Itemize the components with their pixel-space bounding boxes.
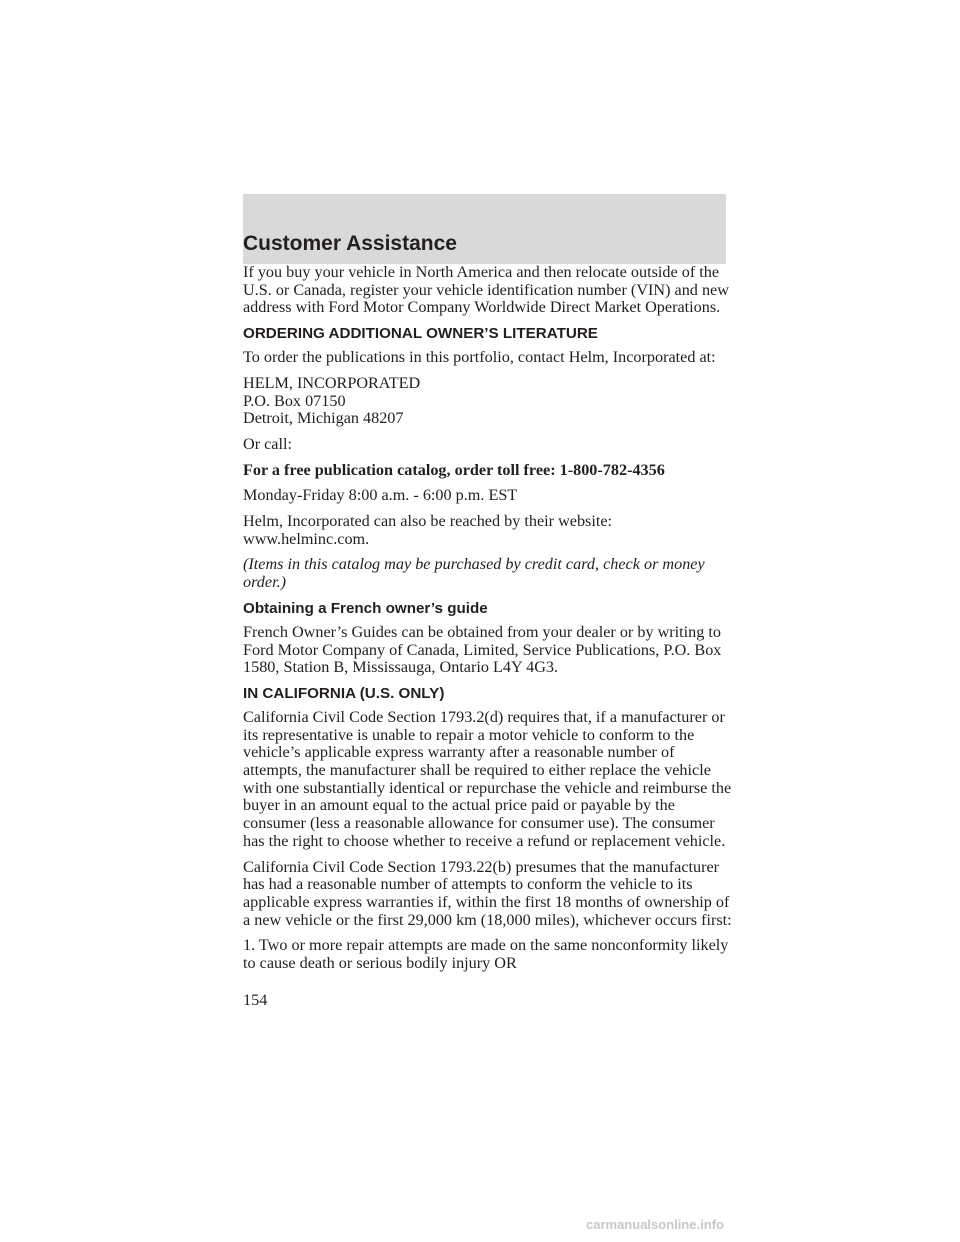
intro-paragraph: If you buy your vehicle in North America and then relocate outside of the U.S. or Canada, register your vehicle identification number (VIN) and new address with Ford Motor Company Worldwide Direct Market Operations.	[243, 263, 729, 317]
california-list-item-1: 1. Two or more repair attempts are made on the same nonconformity likely to cause death or serious bodily injury OR	[243, 936, 729, 973]
french-guide-heading: Obtaining a French owner’s guide	[243, 599, 488, 617]
website-block	[243, 513, 733, 548]
watermark-text: carmanualsonline.info	[586, 1217, 724, 1232]
page-number: 154	[243, 991, 268, 1009]
payment-note: (Items in this catalog may be purchased by credit card, check or money order.)	[243, 555, 705, 592]
toll-free-number: For a free publication catalog, order toll free: 1-800-782-4356	[243, 460, 665, 479]
california-heading: IN CALIFORNIA (U.S. ONLY)	[243, 684, 445, 702]
page-content	[243, 264, 733, 973]
business-hours: Monday-Friday 8:00 a.m. - 6:00 p.m. EST	[243, 486, 518, 505]
address-line-2: P.O. Box 07150	[243, 391, 346, 410]
section-title: Customer Assistance	[243, 232, 457, 255]
address-block	[243, 375, 733, 428]
ordering-contact-text: To order the publications in this portfolio, contact Helm, Incorporated at:	[243, 348, 716, 367]
website-intro: Helm, Incorporated can also be reached by their website:	[243, 512, 613, 531]
ordering-heading: ORDERING ADDITIONAL OWNER’S LITERATURE	[243, 325, 598, 343]
california-paragraph-1: California Civil Code Section 1793.2(d) requires that, if a manufacturer or its representative is unable to repair a motor vehicle to conform to the vehicle’s applicable express warranty after a reasonable number of attempts, the manufacturer shall be required to either replace the vehicle with one substantially identical or repurchase the vehicle and reimburse the buyer in an amount equal to the actual price paid or payable by the consumer (less a reasonable allowance for consumer use). The consumer has the right to choose whether to receive a refund or replacement vehicle.	[243, 707, 732, 850]
address-line-1: HELM, INCORPORATED	[243, 373, 421, 392]
french-guide-text: French Owner’s Guides can be obtained from your dealer or by writing to Ford Motor Company of Canada, Limited, Service Publications, P.O. Box 1580, Station B, Mississauga, Ontario L4Y 4G3.	[243, 622, 722, 677]
website-url: www.helminc.com.	[243, 529, 370, 548]
or-call-text: Or call:	[243, 434, 292, 453]
address-line-3: Detroit, Michigan 48207	[243, 409, 404, 428]
california-paragraph-2: California Civil Code Section 1793.22(b) presumes that the manufacturer has had a reasonable number of attempts to conform the vehicle to its applicable express warranties if, within the first 18 months of ownership of a new vehicle or the first 29,000 km (18,000 miles), whichever occurs first:	[243, 857, 732, 929]
